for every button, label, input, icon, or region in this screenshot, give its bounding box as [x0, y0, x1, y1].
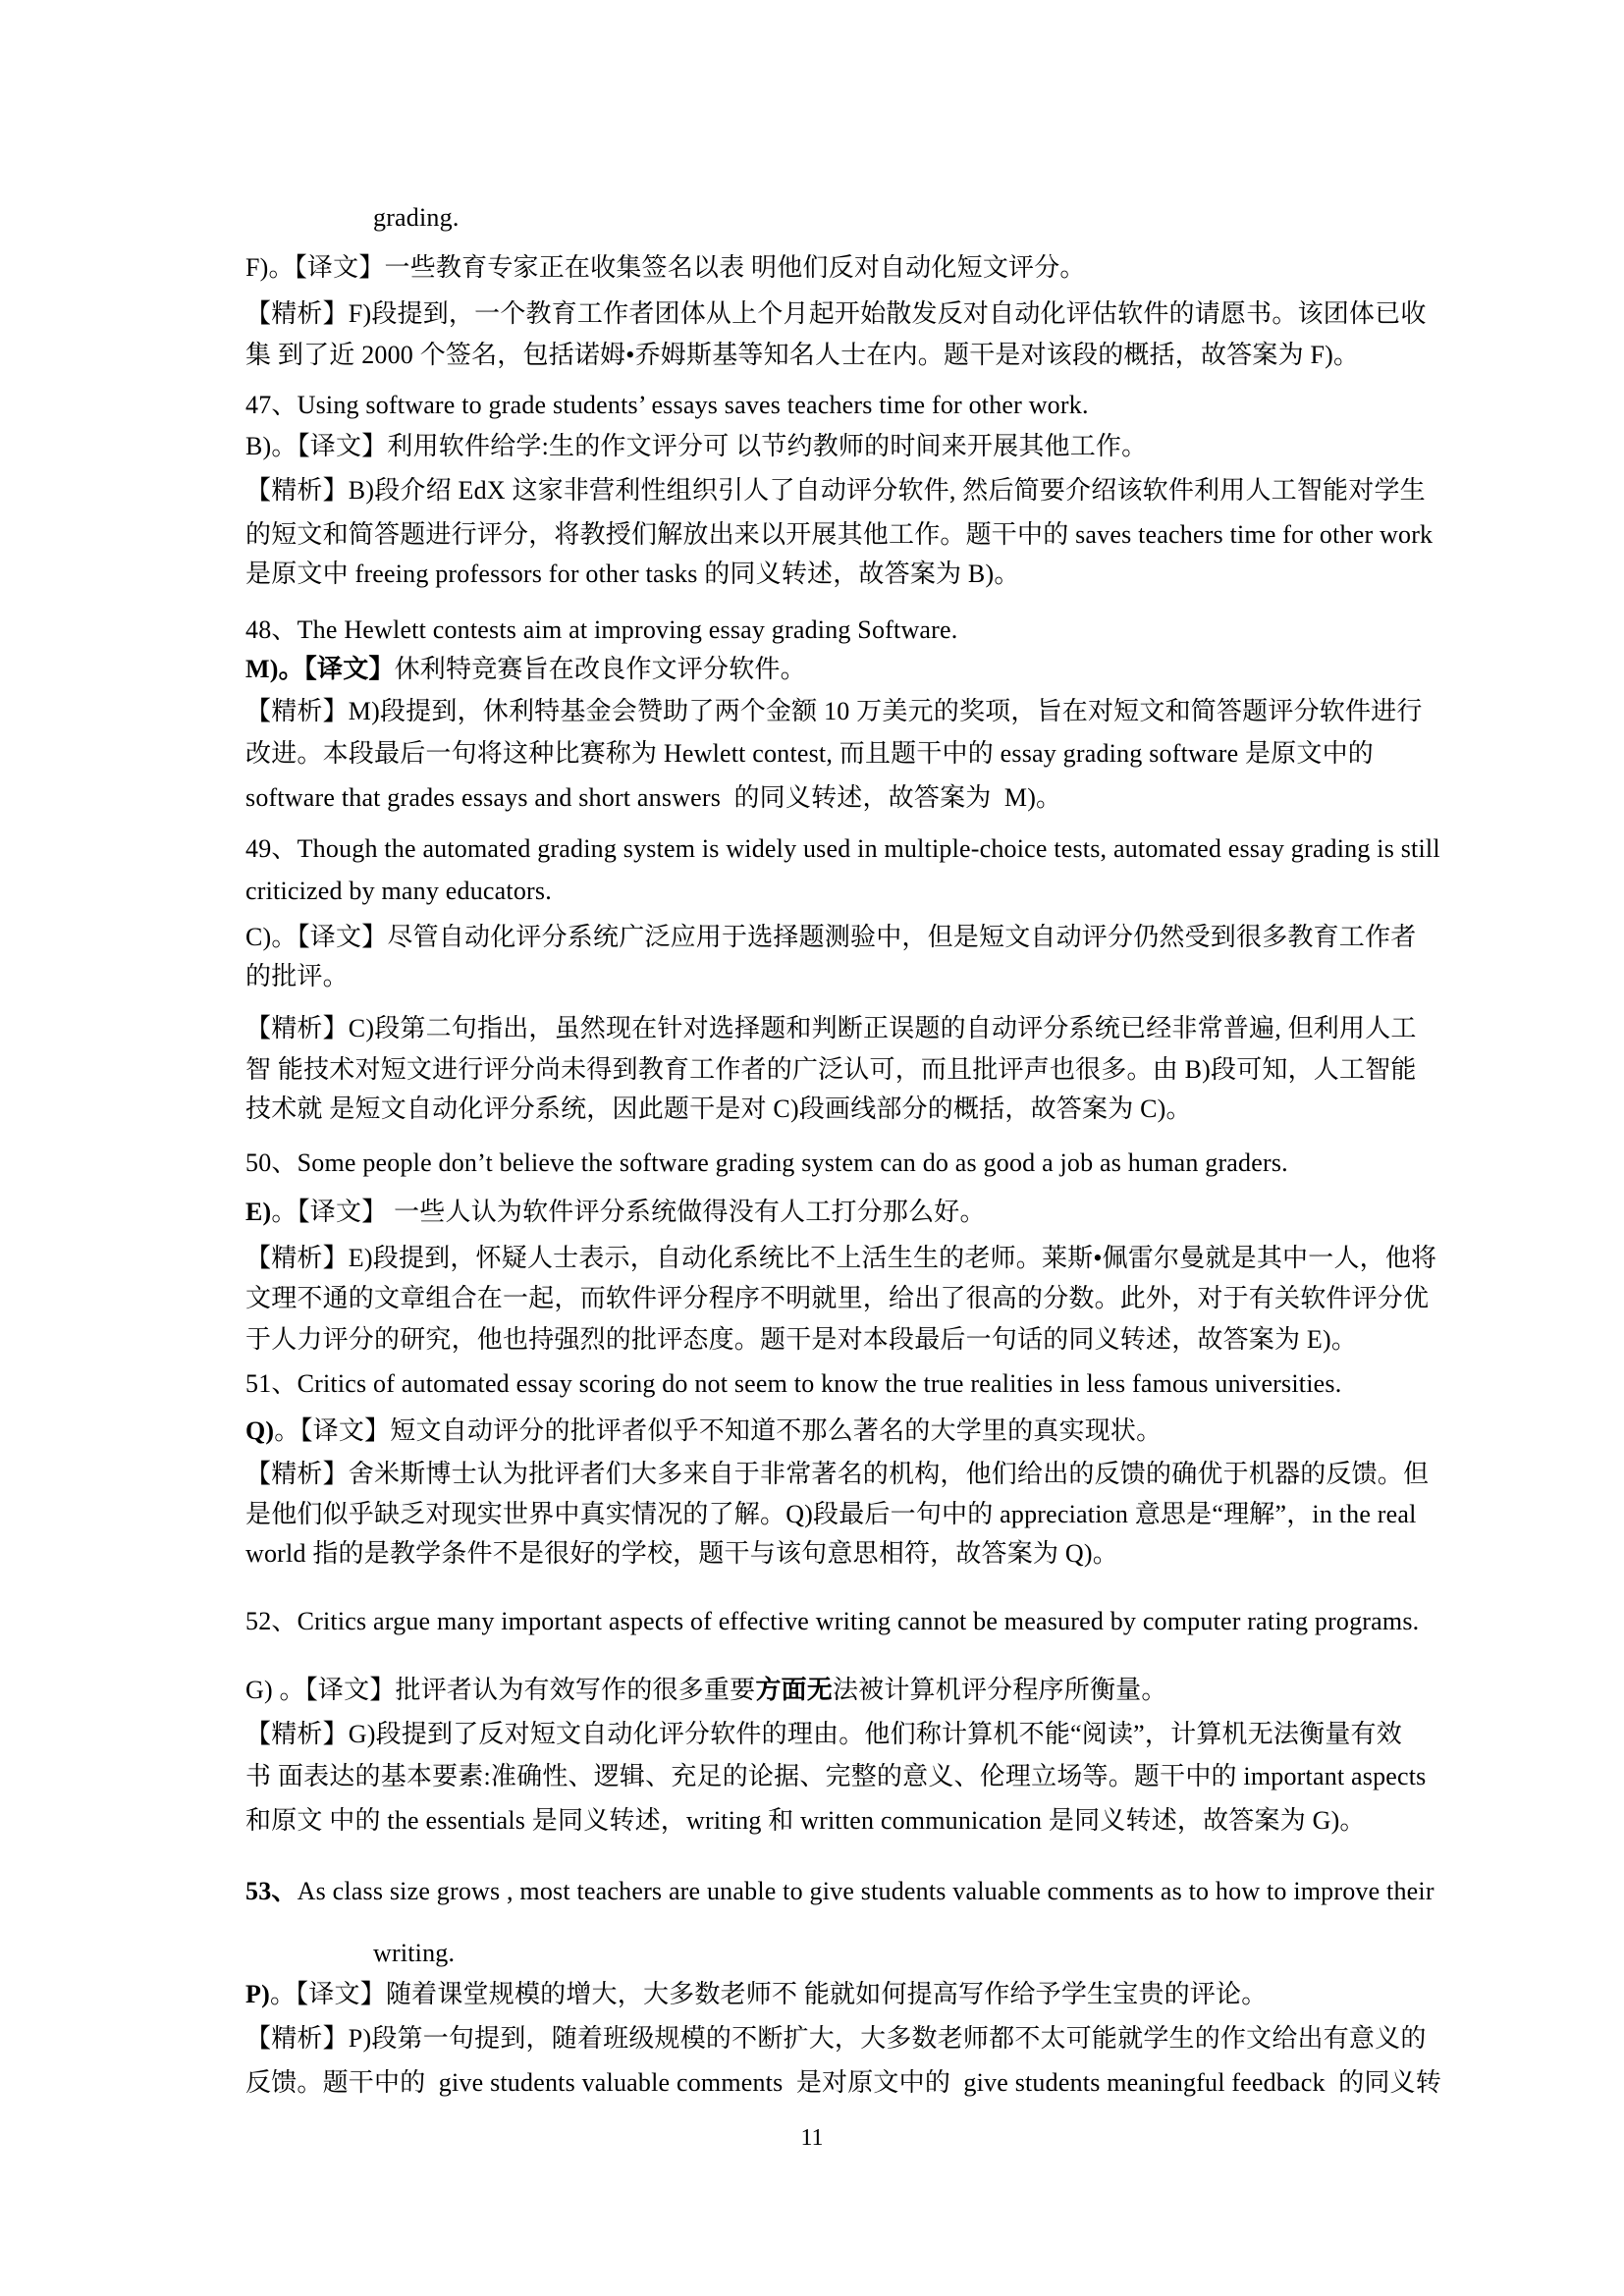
- text-segment: F)。【译文】一些教育专家正在收集签名以表 明他们反对自动化短文评分。: [245, 253, 1086, 282]
- text-segment: 【精析】舍米斯博士认为批评者们大多来自于非常著名的机构，他们给出的反馈的确优于机器的反馈。但: [245, 1460, 1430, 1488]
- text-segment: 【精析】G)段提到了反对短文自动化评分软件的理由。他们称计算机不能“阅读”，计算机无法衡量有效: [245, 1720, 1402, 1748]
- text-segment: B)。【译文】利用软件给学:生的作文评分可 以节约教师的时间来开展其他工作。: [245, 432, 1148, 460]
- answer-49-analysis-continuation: [245, 1052, 1417, 1088]
- text-segment: 【精析】M)段提到，休利特基金会赞助了两个金额 10 万美元的奖项，旨在对短文和简答题评分软件进行: [245, 697, 1423, 725]
- text-segment: 。【译文】随着课堂规模的增大，大多数老师不 能就如何提高写作给予学生宝贵的评论。: [269, 1980, 1268, 2008]
- answer-53-translation: [245, 1977, 1267, 2012]
- text-segment: 方面无: [755, 1676, 833, 1704]
- question-50: [245, 1146, 1288, 1181]
- answer-48-translation: [245, 652, 806, 687]
- text-segment: M)。【译文】: [245, 655, 395, 683]
- text-segment: 48、The Hewlett contests aim at improving essay grading Software.: [245, 615, 958, 644]
- text-segment: grading.: [373, 203, 460, 232]
- text-segment: 【精析】C)段第二句指出，虽然现在针对选择题和判断正误题的自动评分系统已经非常普遍, 但利用人工: [245, 1014, 1417, 1042]
- answer-47-analysis: [245, 473, 1426, 508]
- answer-50-analysis: [245, 1241, 1436, 1276]
- text-segment: 。【译文】 一些人认为软件评分系统做得没有人工打分那么好。: [271, 1198, 986, 1226]
- text-segment: 智 能技术对短文进行评分尚未得到教育工作者的广泛认可，而且批评声也很多。由 B)段可知，人工智能: [245, 1055, 1417, 1084]
- text-segment: 是他们似乎缺乏对现实世界中真实情况的了解。Q)段最后一句中的 appreciation 意思是“理解”，in the real: [245, 1500, 1417, 1528]
- question-52: [245, 1604, 1419, 1639]
- text-segment: criticized by many educators.: [245, 877, 552, 905]
- text-segment: 【精析】B)段介绍 EdX 这家非营利性组织引人了自动评分软件, 然后简要介绍该软件利用人工智能对学生: [245, 476, 1426, 505]
- question-53-continuation: [373, 1936, 455, 1971]
- question-53: [245, 1874, 1435, 1909]
- text-segment: 的批评。: [245, 962, 349, 990]
- text-segment: 是原文中 freeing professors for other tasks 的同义转述，故答案为 B)。: [245, 560, 1020, 588]
- answer-52-analysis: [245, 1717, 1402, 1752]
- text-segment: 51、Critics of automated essay scoring do not seem to know the true realities in less famous universities.: [245, 1369, 1342, 1398]
- answer-46-analysis-continuation: [245, 338, 1359, 373]
- text-segment: E): [245, 1198, 272, 1226]
- text-segment: 【精析】E)段提到，怀疑人士表示，自动化系统比不上活生生的老师。莱斯•佩雷尔曼就是其中一人，他将: [245, 1244, 1437, 1272]
- answer-48-analysis-continuation: [245, 736, 1374, 772]
- question-49: [245, 831, 1440, 867]
- text-segment: 集 到了近 2000 个签名，包括诺姆•乔姆斯基等知名人士在内。题干是对该段的概括，故答案为 F)。: [245, 341, 1360, 369]
- text-segment: 休利特竞赛旨在改良作文评分软件。: [394, 655, 806, 683]
- text-segment: G) 。【译文】批评者认为有效写作的很多重要: [245, 1676, 756, 1704]
- answer-49-analysis-continuation: [245, 1092, 1192, 1127]
- answer-53-analysis-continuation: [245, 2065, 1441, 2101]
- answer-48-analysis: [245, 694, 1423, 729]
- answer-47-translation: [245, 429, 1147, 464]
- text-segment: world 指的是教学条件不是很好的学校，题干与该句意思相符，故答案为 Q)。: [245, 1539, 1118, 1568]
- answer-50-translation: [245, 1195, 986, 1230]
- text-segment: 法被计算机评分程序所衡量。: [832, 1676, 1167, 1704]
- text-segment: 47、Using software to grade students’ essays saves teachers time for other work.: [245, 391, 1089, 419]
- text-segment: 书 面表达的基本要素:准确性、逻辑、充足的论据、完整的意义、伦理立场等。题干中的 important aspects: [245, 1762, 1427, 1790]
- text-segment: C)。【译文】尽管自动化评分系统广泛应用于选择题测验中，但是短文自动评分仍然受到很多教育工作者: [245, 923, 1417, 951]
- answer-49-analysis: [245, 1011, 1417, 1046]
- text-segment: software that grades essays and short answers 的同义转述，故答案为 M)。: [245, 783, 1062, 812]
- page-number: 11: [800, 2125, 824, 2151]
- answer-49-translation-continuation: [245, 959, 349, 994]
- answer-51-translation: [245, 1414, 1162, 1449]
- answer-48-analysis-continuation: [245, 780, 1061, 816]
- answer-52-translation: [245, 1673, 1167, 1708]
- text-segment: 53、: [245, 1877, 298, 1905]
- text-segment: 的短文和简答题进行评分，将教授们解放出来以开展其他工作。题干中的 saves teachers time for other work: [245, 520, 1434, 549]
- answer-53-analysis: [245, 2021, 1427, 2056]
- text-segment: 50、Some people don’t believe the software grading system can do as good a job as human graders.: [245, 1148, 1288, 1177]
- text-segment: 改进。本段最后一句将这种比赛称为 Hewlett contest, 而且题干中的 essay grading software 是原文中的: [245, 739, 1375, 768]
- text-segment: 反馈。题干中的 give students valuable comments 是对原文中的 give students meaningful feedback 的同义转: [245, 2068, 1441, 2097]
- answer-51-analysis-continuation: [245, 1497, 1417, 1532]
- question-48: [245, 613, 957, 648]
- answer-50-analysis-continuation: [245, 1322, 1357, 1358]
- answer-50-analysis-continuation: [245, 1281, 1429, 1316]
- text-segment: 文理不通的文章组合在一起，而软件评分程序不明就里，给出了很高的分数。此外，对于有关软件评分优: [245, 1284, 1430, 1312]
- text-segment: P): [245, 1980, 270, 2008]
- answer-51-analysis: [245, 1457, 1429, 1492]
- answer-47-analysis-continuation: [245, 557, 1020, 592]
- text-segment: 和原文 中的 the essentials 是同义转述，writing 和 written communication 是同义转述，故答案为 G)。: [245, 1806, 1366, 1835]
- answer-46-analysis: [245, 296, 1427, 332]
- text-segment: 【精析】P)段第一句提到，随着班级规模的不断扩大，大多数老师都不太可能就学生的作文给出有意义的: [245, 2024, 1427, 2053]
- question-47: [245, 388, 1089, 423]
- answer-52-analysis-continuation: [245, 1759, 1427, 1794]
- question-51: [245, 1366, 1341, 1402]
- text-segment: 。【译文】短文自动评分的批评者似乎不知道不那么著名的大学里的真实现状。: [274, 1416, 1163, 1445]
- text-segment: 于人力评分的研究，他也持强烈的批评态度。题干是对本段最后一句话的同义转述，故答案为 E)。: [245, 1325, 1358, 1354]
- question-49-continuation: [245, 874, 552, 909]
- text-segment: 52、Critics argue many important aspects of effective writing cannot be measured by computer rating programs.: [245, 1607, 1420, 1635]
- answer-52-analysis-continuation: [245, 1803, 1366, 1839]
- text-segment: writing.: [373, 1939, 456, 1967]
- answer-51-analysis-continuation: [245, 1536, 1118, 1572]
- answer-47-analysis-continuation: [245, 517, 1433, 553]
- text-segment: 49、Though the automated grading system is widely used in multiple-choice tests, automated essay grading is still: [245, 834, 1440, 863]
- text-segment: 技术就 是短文自动化评分系统，因此题干是对 C)段画线部分的概括，故答案为 C)。: [245, 1095, 1192, 1123]
- answer-49-translation: [245, 920, 1416, 955]
- text-segment: 【精析】F)段提到，一个教育工作者团体从上个月起开始散发反对自动化评估软件的请愿书。该团体已收: [245, 299, 1427, 328]
- text-segment: Q): [245, 1416, 275, 1445]
- question-46-continuation: [373, 200, 460, 236]
- text-segment: As class size grows , most teachers are unable to give students valuable comments as to how to improve their: [297, 1877, 1435, 1905]
- answer-46-translation: [245, 250, 1086, 286]
